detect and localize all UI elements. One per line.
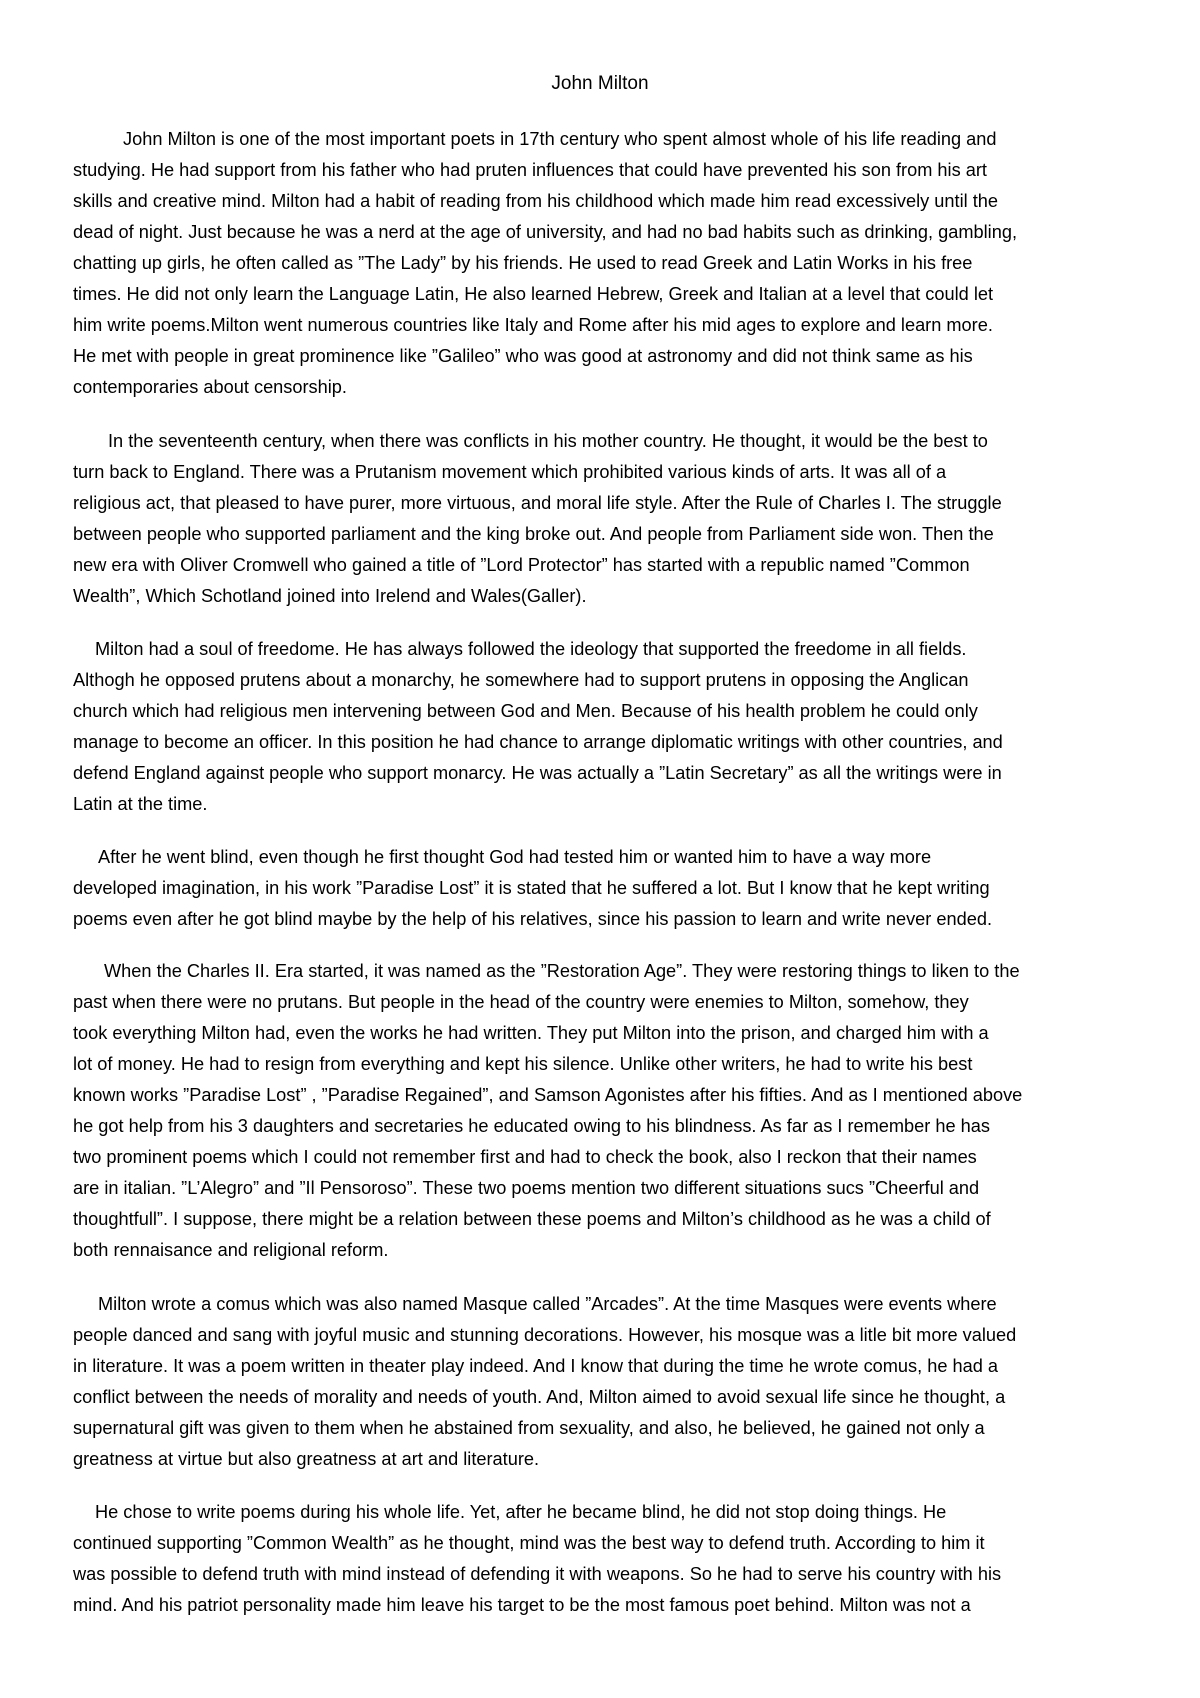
paragraph-line: times. He did not only learn the Language Latin, He also learned Hebrew, Greek and Italian at a level that could let <box>73 284 994 304</box>
paragraph-line: him write poems.Milton went numerous countries like Italy and Rome after his mid ages to explore and learn more. <box>73 315 993 335</box>
paragraph-line: developed imagination, in his work ”Paradise Lost” it is stated that he suffered a lot. But I know that he kept writing <box>73 878 990 898</box>
paragraph-line: thoughtfull”. I suppose, there might be a relation between these poems and Milton’s childhood as he was a child of <box>73 1209 991 1229</box>
paragraph-line: poems even after he got blind maybe by the help of his relatives, since his passion to learn and write never ended. <box>73 909 993 929</box>
paragraph-line: religious act, that pleased to have purer, more virtuous, and moral life style. After the Rule of Charles I. The struggle <box>73 493 1002 513</box>
paragraph-line: lot of money. He had to resign from everything and kept his silence. Unlike other writers, he had to write his best <box>73 1054 973 1074</box>
paragraph-line: people danced and sang with joyful music and stunning decorations. However, his mosque was a litle bit more valued <box>73 1325 1017 1345</box>
paragraph-line: Latin at the time. <box>73 794 208 814</box>
paragraph-line: Milton had a soul of freedome. He has always followed the ideology that supported the freedome in all fields. <box>95 639 967 659</box>
paragraph-line: He met with people in great prominence like ”Galileo” who was good at astronomy and did not think same as his <box>73 346 973 366</box>
paragraph-line: dead of night. Just because he was a nerd at the age of university, and had no bad habits such as drinking, gambling, <box>73 222 1018 242</box>
paragraph-line: mind. And his patriot personality made him leave his target to be the most famous poet behind. Milton was not a <box>73 1595 971 1615</box>
paragraph-line: He chose to write poems during his whole life. Yet, after he became blind, he did not stop doing things. He <box>95 1502 947 1522</box>
paragraph-line: church which had religious men intervening between God and Men. Because of his health problem he could only <box>73 701 978 721</box>
document-title: John Milton <box>551 73 649 94</box>
paragraph-line: chatting up girls, he often called as ”The Lady” by his friends. He used to read Greek and Latin Works in his free <box>73 253 973 273</box>
paragraph-line: In the seventeenth century, when there was conflicts in his mother country. He thought, it would be the best to <box>108 431 988 451</box>
paragraph-line: supernatural gift was given to them when he abstained from sexuality, and also, he believed, he gained not only a <box>73 1418 985 1438</box>
paragraph-line: two prominent poems which I could not remember first and had to check the book, also I reckon that their names <box>73 1147 977 1167</box>
paragraph-line: When the Charles II. Era started, it was named as the ”Restoration Age”. They were restoring things to liken to the <box>104 961 1020 981</box>
paragraph-line: took everything Milton had, even the works he had written. They put Milton into the prison, and charged him with a <box>73 1023 989 1043</box>
paragraph-line: between people who supported parliament and the king broke out. And people from Parliament side won. Then the <box>73 524 994 544</box>
paragraph-line: conflict between the needs of morality and needs of youth. And, Milton aimed to avoid sexual life since he thought, a <box>73 1387 1006 1407</box>
paragraph-line: both rennaisance and religional reform. <box>73 1240 389 1260</box>
paragraph-line: are in italian. ”L’Alegro” and ”Il Pensoroso”. These two poems mention two different situations sucs ”Cheerful and <box>73 1178 980 1198</box>
paragraph-line: After he went blind, even though he first thought God had tested him or wanted him to have a way more <box>98 847 932 867</box>
paragraph-line: defend England against people who support monarcy. He was actually a ”Latin Secretary” as all the writings were in <box>73 763 1002 783</box>
paragraph-line: new era with Oliver Cromwell who gained a title of ”Lord Protector” has started with a republic named ”Common <box>73 555 970 575</box>
paragraph-line: manage to become an officer. In this position he had chance to arrange diplomatic writings with other countries, and <box>73 732 1003 752</box>
paragraph-line: skills and creative mind. Milton had a habit of reading from his childhood which made him read excessively until the <box>73 191 998 211</box>
paragraph-line: Milton wrote a comus which was also named Masque called ”Arcades”. At the time Masques were events where <box>98 1294 997 1314</box>
paragraph-line: contemporaries about censorship. <box>73 377 347 397</box>
paragraph-line: Wealth”, Which Schotland joined into Irelend and Wales(Galler). <box>73 586 587 606</box>
paragraph-line: studying. He had support from his father who had pruten influences that could have prevented his son from his art <box>73 160 987 180</box>
paragraph-line: was possible to defend truth with mind instead of defending it with weapons. So he had to serve his country with his <box>73 1564 1002 1584</box>
paragraph-line: he got help from his 3 daughters and secretaries he educated owing to his blindness. As far as I remember he has <box>73 1116 990 1136</box>
paragraph-line: Althogh he opposed prutens about a monarchy, he somewhere had to support prutens in opposing the Anglican <box>73 670 969 690</box>
paragraph-line: known works ”Paradise Lost” , ”Paradise Regained”, and Samson Agonistes after his fifties. And as I mentioned above <box>73 1085 1023 1105</box>
paragraph-line: continued supporting ”Common Wealth” as he thought, mind was the best way to defend truth. According to him it <box>73 1533 985 1553</box>
paragraph-line: past when there were no prutans. But people in the head of the country were enemies to Milton, somehow, they <box>73 992 969 1012</box>
paragraph-line: turn back to England. There was a Prutanism movement which prohibited various kinds of arts. It was all of a <box>73 462 947 482</box>
paragraph-line: greatness at virtue but also greatness at art and literature. <box>73 1449 540 1469</box>
paragraph-line: John Milton is one of the most important poets in 17th century who spent almost whole of his life reading and <box>123 129 997 149</box>
paragraph-line: in literature. It was a poem written in theater play indeed. And I know that during the time he wrote comus, he had a <box>73 1356 999 1376</box>
